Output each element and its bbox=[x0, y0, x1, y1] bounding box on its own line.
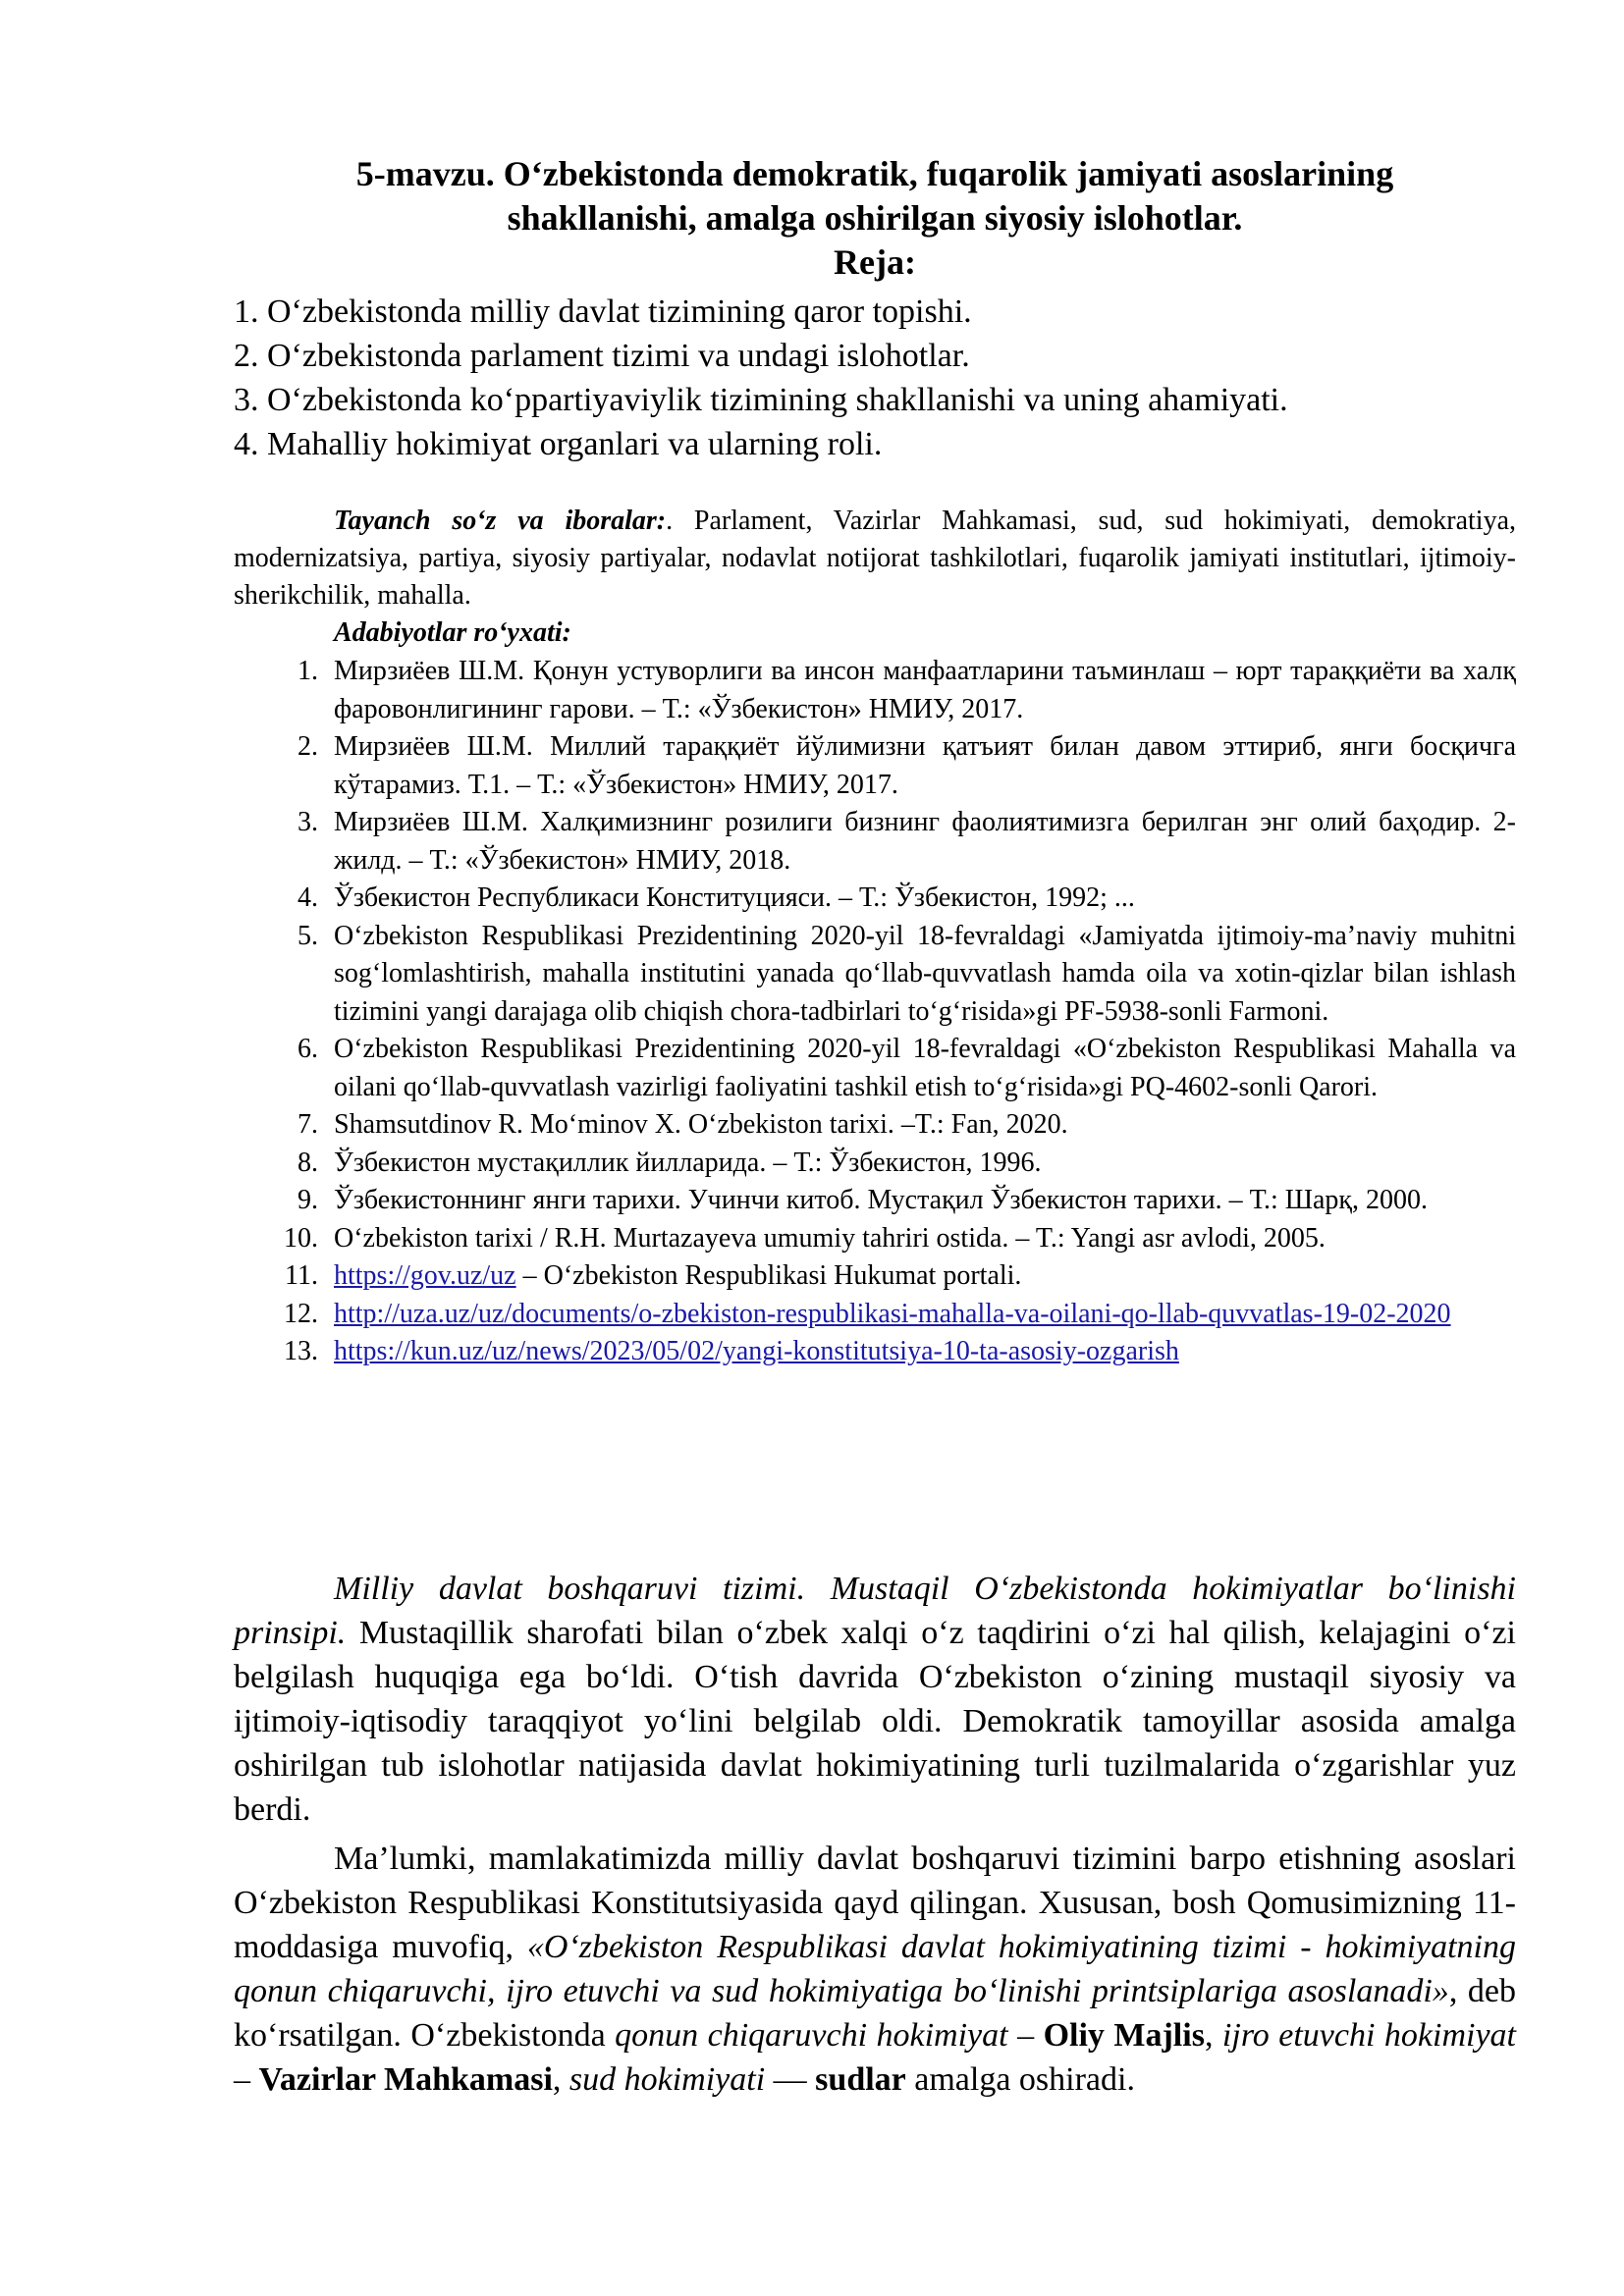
uza-document-link[interactable]: http://uza.uz/uz/documents/o-zbekiston-respublikasi-mahalla-va-oilani-qo-llab-quvvatlas-19-02-2020 bbox=[334, 1298, 1451, 1329]
oliy-majlis-term: Oliy Majlis bbox=[1043, 2017, 1205, 2054]
paragraph-text: Mustaqillik sharofati bilan o‘zbek xalqi o‘z taqdirini o‘zi hal qilish, kelajagini o‘zi belgilash huquqiga ega bo‘ldi. O‘tish davrida O‘zbekiston o‘zining mustaqil siyosiy va ijtimoiy-iqtisodiy taraqqiyot yo‘lini belgilab oldi. Demokratik tamoyillar asosida amalga oshirilgan tub islohotlar natijasida davlat hokimiyatining turli tuzilmalarida o‘zgarishlar yuz berdi. bbox=[234, 1615, 1516, 1828]
reference-text: Мирзиёев Ш.М. Халқимизнинг розилиги бизнинг фаолиятимизга берилган энг олий баҳодир. 2-жилд. – Т.: «Ўзбекистон» НМИУ, 2018. bbox=[334, 807, 1516, 876]
comma: , bbox=[1204, 2017, 1222, 2054]
plan-list bbox=[234, 290, 1530, 466]
reference-item bbox=[234, 1257, 1516, 1296]
reference-item bbox=[234, 880, 1516, 918]
reference-number: 11. bbox=[285, 1260, 318, 1291]
reference-text bbox=[334, 1333, 1516, 1371]
constitution-quote: «O‘zbekiston Respublikasi davlat hokimiyatining tizimi - hokimiyatning qonun chiqaruvchi, ijro etuvchi va sud hokimiyatiga bo‘linishi printsiplariga asoslanadi» bbox=[234, 1929, 1516, 2009]
plan-item: 4. Mahalliy hokimiyat organlari va ularning roli. bbox=[234, 426, 883, 462]
keywords-text: . Parlament, Vazirlar Mahkamasi, sud, sud hokimiyati, demokratiya, modernizatsiya, partiya, siyosiy partiyalar, nodavlat notijorat tashkilotlari, fuqarolik jamiyati institutlari, ijtimoiy-sherikchilik, mahalla. bbox=[234, 506, 1516, 611]
paragraph-text: amalga oshiradi. bbox=[905, 2061, 1135, 2098]
topic-title bbox=[234, 152, 1516, 285]
reference-item bbox=[234, 1220, 1516, 1258]
reference-item bbox=[234, 1333, 1516, 1371]
reference-number: 12. bbox=[284, 1298, 318, 1329]
reference-number: 3. bbox=[298, 807, 318, 837]
reference-text: Ўзбекистон мустақиллик йилларида. – Т.: Ўзбекистон, 1996. bbox=[334, 1147, 1042, 1178]
legislative-term: qonun chiqaruvchi hokimiyat bbox=[615, 2017, 1008, 2054]
link-description: – O‘zbekiston Respublikasi Hukumat portali. bbox=[515, 1260, 1022, 1291]
gov-portal-link[interactable]: https://gov.uz/uz bbox=[334, 1260, 516, 1291]
reference-item bbox=[234, 728, 1516, 804]
paragraph bbox=[234, 1837, 1516, 2102]
reference-number: 4. bbox=[298, 882, 318, 913]
title-line-2: shakllanishi, amalga oshirilgan siyosiy islohotlar. bbox=[507, 198, 1243, 238]
reference-number: 5. bbox=[298, 920, 318, 951]
keywords-paragraph bbox=[234, 503, 1516, 614]
paragraph-text: Ma’lumki, mamlakatimizda milliy davlat boshqaruvi tizimini barpo etishning asoslari O‘zbekiston Respublikasi Konstitutsiyasida qayd qilingan. Xususan, bosh Qomusimizning 11-moddasiga muvofiq, bbox=[234, 1841, 1516, 1965]
paragraph-text: , deb ko‘rsatilgan. O‘zbekistonda bbox=[234, 1973, 1517, 2054]
reference-text: Мирзиёев Ш.М. Миллий тараққиёт йўлимизни қатъият билан давом эттириб, янги босқичга кўтарамиз. Т.1. – Т.: «Ўзбекистон» НМИУ, 2017. bbox=[334, 731, 1516, 800]
comma: , bbox=[552, 2061, 569, 2098]
keywords-lead: Tayanch so‘z va iboralar: bbox=[334, 506, 667, 536]
kun-news-link[interactable]: https://kun.uz/uz/news/2023/05/02/yangi-konstitutsiya-10-ta-asosiy-ozgarish bbox=[334, 1336, 1179, 1366]
reference-number: 7. bbox=[298, 1109, 318, 1140]
reference-text: O‘zbekiston Respublikasi Prezidentining 2020-yil 18-fevraldagi «O‘zbekiston Respublikasi Mahalla va oilani qo‘llab-quvvatlash vazirligi faoliyatini tashkil etish to‘g‘risida»gi PQ-4602-sonli Qarori. bbox=[334, 1034, 1516, 1102]
reference-item bbox=[234, 918, 1516, 1032]
paragraph bbox=[234, 1567, 1516, 1832]
plan-item: 3. O‘zbekistonda ko‘ppartiyaviylik tizimining shakllanishi va uning ahamiyati. bbox=[234, 382, 1288, 418]
reference-item bbox=[234, 1296, 1516, 1334]
reference-text bbox=[334, 1296, 1516, 1334]
reference-number: 6. bbox=[298, 1034, 318, 1064]
reference-number: 10. bbox=[284, 1222, 318, 1254]
reference-text: Shamsutdinov R. Mo‘minov X. O‘zbekiston tarixi. –T.: Fan, 2020. bbox=[334, 1109, 1068, 1140]
reference-number: 13. bbox=[284, 1336, 318, 1366]
reference-text: O‘zbekiston tarixi / R.H. Murtazayeva umumiy tahriri ostida. – T.: Yangi asr avlodi, 2005. bbox=[334, 1222, 1326, 1254]
reference-item bbox=[234, 1031, 1516, 1106]
reference-number: 8. bbox=[298, 1147, 318, 1178]
reference-text: Ўзбекистоннинг янги тарихи. Учинчи китоб. Мустақил Ўзбекистон тарихи. – Т.: Шарқ, 2000. bbox=[334, 1185, 1429, 1215]
dash: — bbox=[765, 2061, 816, 2098]
reference-item bbox=[234, 1145, 1516, 1183]
section-heading: Milliy davlat boshqaruvi tizimi. Mustaqil O‘zbekistonda hokimiyatlar bo‘linishi prinsipi. bbox=[234, 1571, 1516, 1651]
plan-heading: Reja: bbox=[834, 242, 916, 282]
reference-item bbox=[234, 804, 1516, 880]
plan-item: 2. O‘zbekistonda parlament tizimi va undagi islohotlar. bbox=[234, 338, 970, 374]
plan-item: 1. O‘zbekistonda milliy davlat tizimining qaror topishi. bbox=[234, 294, 972, 330]
reference-text: O‘zbekiston Respublikasi Prezidentining 2020-yil 18-fevraldagi «Jamiyatda ijtimoiy-ma’naviy muhitni sog‘lomlashtirish, mahalla institutini yanada qo‘llab-quvvatlash hamda oila va xotin-qizlar bilan ishlash tizimini yangi darajaga olib chiqish chora-tadbirlari to‘g‘risida»gi PF-5938-sonli Farmoni. bbox=[334, 920, 1516, 1027]
reference-text bbox=[334, 1257, 1516, 1296]
reference-number: 2. bbox=[298, 731, 318, 762]
reference-item bbox=[234, 653, 1516, 728]
main-text bbox=[234, 1567, 1516, 2102]
reference-text: Ўзбекистон Республикаси Конституцияси. – Т.: Ўзбекистон, 1992; ... bbox=[334, 882, 1135, 913]
title-line-1: 5-mavzu. O‘zbekistonda demokratik, fuqarolik jamiyati asoslarining bbox=[355, 154, 1394, 193]
reference-number: 9. bbox=[298, 1185, 318, 1215]
courts-term: sudlar bbox=[815, 2061, 906, 2098]
reference-list bbox=[234, 653, 1516, 1371]
dash: – bbox=[1007, 2017, 1044, 2054]
literature-heading: Adabiyotlar ro‘yxati: bbox=[334, 617, 571, 648]
dash: – bbox=[234, 2061, 259, 2098]
cabinet-term: Vazirlar Mahkamasi bbox=[258, 2061, 553, 2098]
reference-item bbox=[234, 1182, 1516, 1220]
reference-number: 1. bbox=[298, 656, 318, 686]
reference-text: Мирзиёев Ш.М. Қонун устуворлиги ва инсон манфаатларини таъминлаш – юрт тараққиёти ва халқ фаровонлигининг гарови. – Т.: «Ўзбекистон» НМИУ, 2017. bbox=[334, 656, 1516, 724]
executive-term: ijro etuvchi hokimiyat bbox=[1221, 2017, 1516, 2054]
judicial-term: sud hokimiyati bbox=[568, 2061, 766, 2098]
reference-item bbox=[234, 1106, 1516, 1145]
